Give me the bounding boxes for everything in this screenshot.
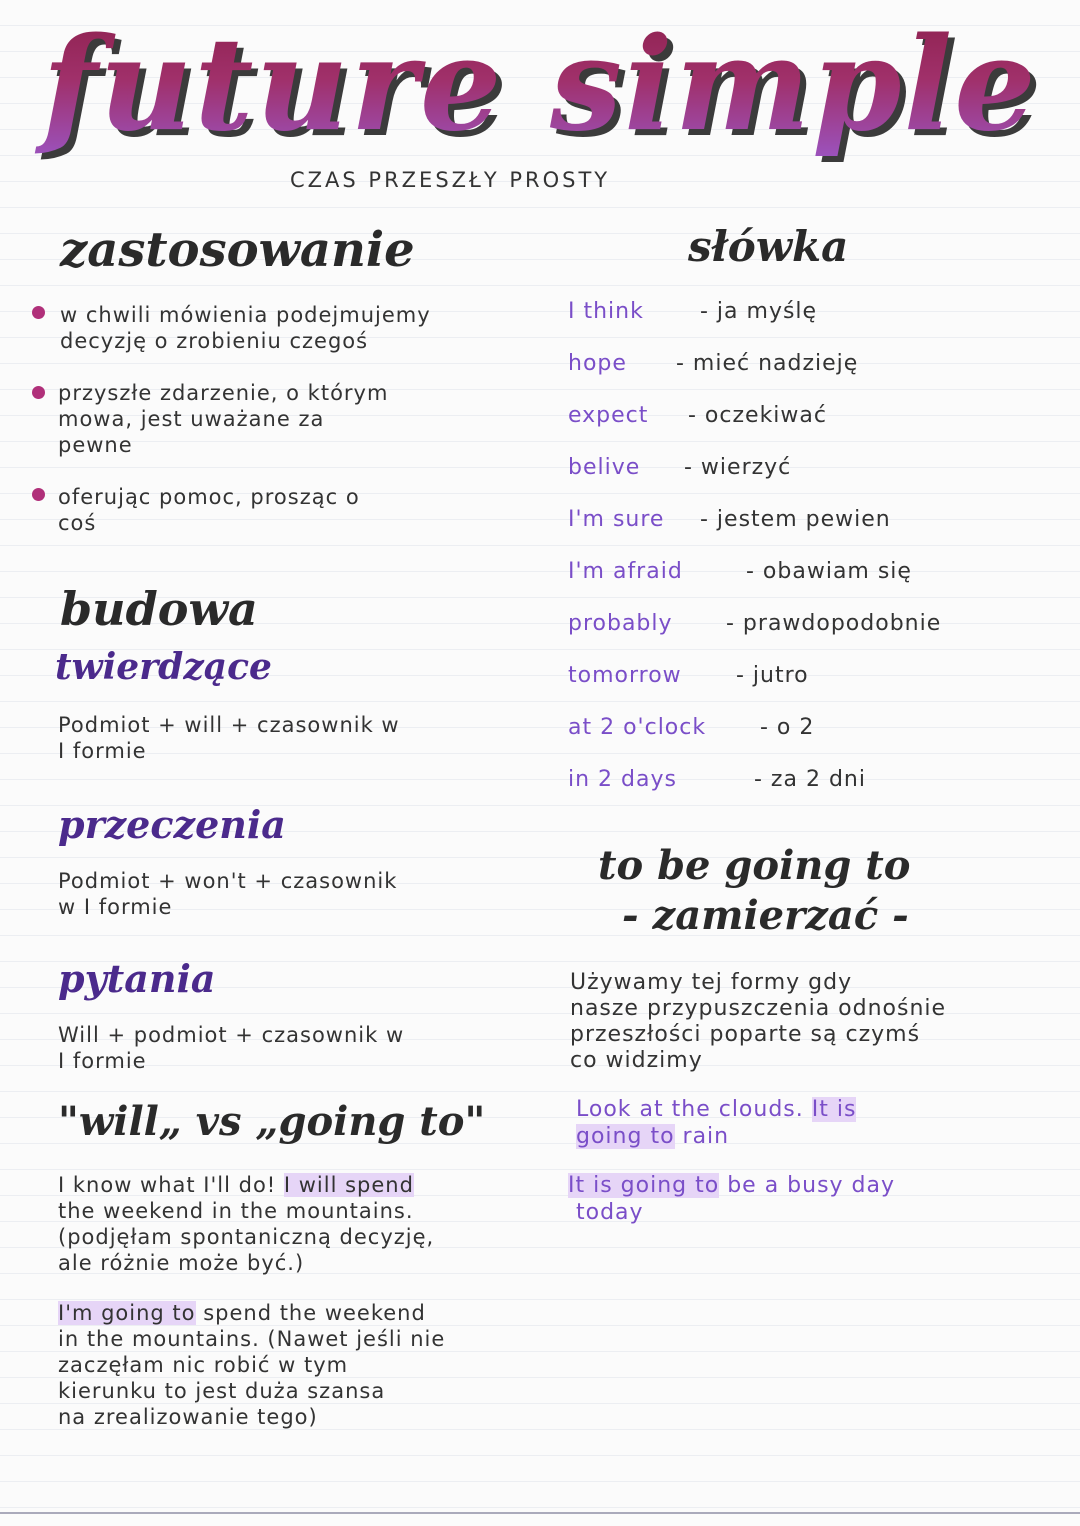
comparison-heading: "will„ vs „going to" [58,1098,486,1145]
vocab-item: expect - oczekiwać [568,403,827,428]
comparison-example-going-to: I'm going to spend the weekend in the mountains. (Nawet jeśli nie zaczęłam nic robić w tym kierunku to jest duża szansa na zrealizowanie tego) [58,1301,446,1429]
vocab-item: belive - wierzyć [568,455,792,480]
comparison-example-will: I know what I'll do! I will spend the weekend in the mountains. (podjęłam spontaniczną decyzję, ale różnie może być.) [58,1173,435,1275]
vocab-item: I'm sure - jestem pewien [568,507,891,532]
bullet-icon [32,488,45,501]
highlight: going to [576,1124,675,1149]
page-title: future simple [0,0,1080,175]
negative-rule: Podmiot + won't + czasownik w I formie [58,869,398,919]
highlight: It is [811,1097,857,1122]
vocab-item: I think - ja myślę [568,299,818,324]
structure-heading: budowa [60,582,258,636]
usage-heading: zastosowanie [60,222,415,278]
vocabulary-heading: słówka [688,222,849,271]
affirmative-heading: twierdzące [55,646,272,688]
vocab-item: at 2 o'clock - o 2 [568,715,815,740]
bullet-icon [32,386,45,399]
highlight: I'm going to [58,1301,196,1325]
going-to-example-1: Look at the clouds. It is going to rain [576,1097,857,1149]
bullet-icon [32,306,45,319]
vocabulary-list [568,298,1048,818]
questions-rule: Will + podmiot + czasownik w I formie [58,1023,405,1073]
affirmative-rule: Podmiot + will + czasownik w I formie [58,713,400,763]
highlight: I will spend [283,1173,414,1197]
highlight: It is going to [568,1173,720,1198]
vocab-item: probably - prawdopodobnie [568,611,942,636]
vocab-item: tomorrow - jutro [568,663,809,688]
usage-item-2: przyszłe zdarzenie, o którym mowa, jest uważane za pewne [58,381,389,457]
going-to-description: Używamy tej formy gdy nasze przypuszczenia odnośnie przeszłości poparte są czymś co widzimy [570,970,947,1073]
going-to-subheading: - zamierzać - [622,892,909,939]
going-to-heading: to be going to [598,842,911,889]
vocab-item: I'm afraid - obawiam się [568,559,912,584]
usage-item-3: oferując pomoc, prosząc o coś [58,485,360,535]
vocab-item: hope - mieć nadzieję [568,351,859,376]
negative-heading: przeczenia [58,802,286,847]
going-to-example-2: It is going to be a busy day today [568,1173,896,1225]
questions-heading: pytania [58,956,216,1001]
subtitle: CZAS PRZESZŁY PROSTY [290,168,611,192]
page-bottom-rule [0,1512,1080,1514]
vocab-item: in 2 days - za 2 dni [568,767,866,792]
usage-item-1: w chwili mówienia podejmujemy decyzję o zrobieniu czegoś [60,303,431,353]
